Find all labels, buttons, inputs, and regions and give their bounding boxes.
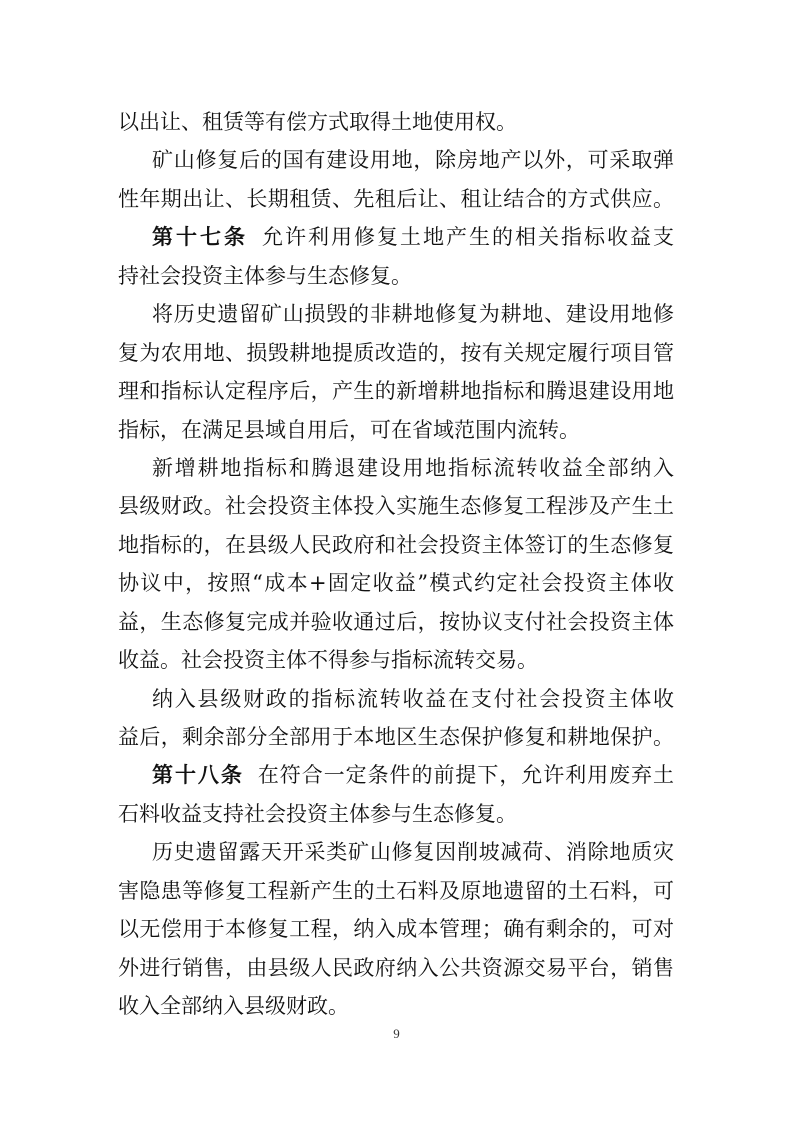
article-17-label: 第十七条 — [152, 225, 248, 250]
text-line: 允许利用修复土地产生的相关指标收益支 — [262, 225, 674, 250]
text-line: 外进行销售，由县级人民政府纳入公共资源交易平台，销售 — [118, 955, 674, 980]
text-line: 指标，在满足县域自用后，可在省域范围内流转。 — [118, 417, 580, 442]
text-line: 以无偿用于本修复工程，纳入成本管理；确有剩余的，可对 — [118, 917, 674, 942]
text-line: 性年期出让、长期租赁、先租后让、租让结合的方式供应。 — [118, 186, 674, 211]
text-line: 收入全部纳入县级财政。 — [118, 994, 349, 1019]
text-line: 将历史遗留矿山损毁的非耕地修复为耕地、建设用地修 — [152, 302, 674, 327]
text-line: 复为农用地、损毁耕地提质改造的，按有关规定履行项目管 — [118, 340, 674, 365]
text-line: 在符合一定条件的前提下，允许利用废弃土 — [257, 763, 675, 788]
text-line: 理和指标认定程序后，产生的新增耕地指标和腾退建设用地 — [118, 379, 674, 404]
article-17-heading-line — [118, 218, 674, 256]
text-line: 益，生态修复完成并验收通过后，按协议支付社会投资主体 — [118, 609, 674, 634]
text-line: 以出让、租赁等有偿方式取得土地使用权。 — [118, 110, 517, 134]
text-line: 益后，剩余部分全部用于本地区生态保护修复和耕地保护。 — [118, 725, 674, 749]
page-number: 9 — [393, 1026, 400, 1041]
text-line: 持社会投资主体参与生态修复。 — [118, 263, 412, 288]
text-line: 历史遗留露天开采类矿山修复因削坡减荷、消除地质灾 — [152, 840, 674, 865]
article-18-label: 第十八条 — [152, 763, 244, 788]
text-line: 纳入县级财政的指标流转收益在支付社会投资主体收 — [152, 686, 674, 711]
text-line: 石料收益支持社会投资主体参与生态修复。 — [118, 801, 517, 826]
body-text — [118, 103, 674, 1026]
text-line: 地指标的，在县级人民政府和社会投资主体签订的生态修复 — [118, 532, 674, 557]
article-18-heading-line — [118, 756, 674, 794]
text-line: 收益。社会投资主体不得参与指标流转交易。 — [118, 648, 538, 673]
text-line: 矿山修复后的国有建设用地，除房地产以外，可采取弹 — [152, 148, 674, 173]
text-line: 县级财政。社会投资主体投入实施生态修复工程涉及产生土 — [118, 494, 674, 519]
text-line: 新增耕地指标和腾退建设用地指标流转收益全部纳入 — [152, 455, 674, 480]
text-line: 害隐患等修复工程新产生的土石料及原地遗留的土石料，可 — [118, 878, 674, 903]
text-line: 协议中，按照“成本+固定收益”模式约定社会投资主体收 — [118, 571, 674, 596]
